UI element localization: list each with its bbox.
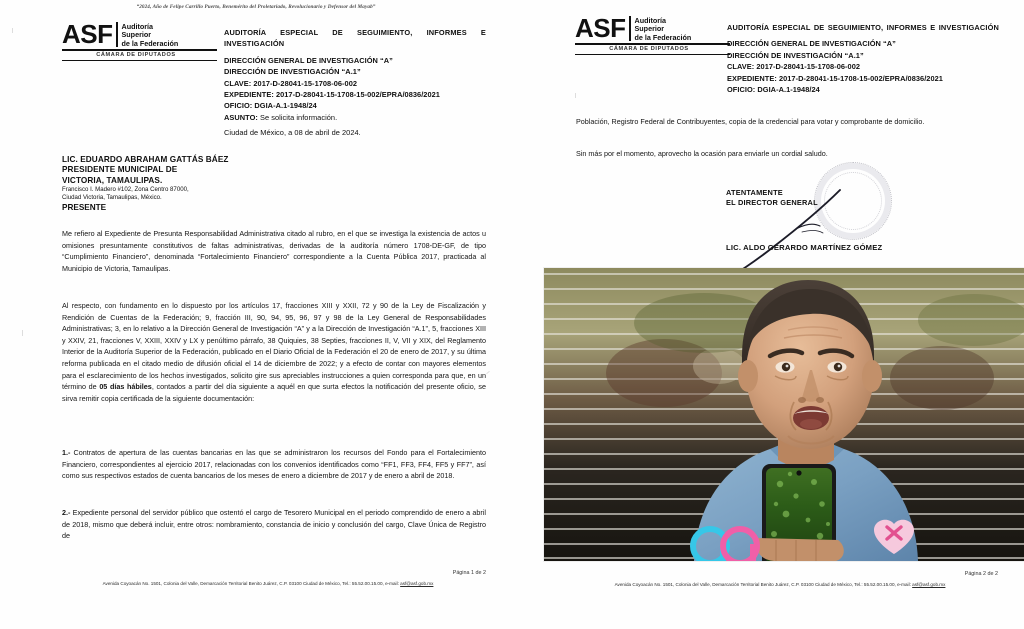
asf-logo-page2 — [575, 13, 730, 55]
page-2-continuation: Población, Registro Federal de Contribuyentes, copia de la credencial para votar y comprobante de domicilio. — [576, 117, 925, 126]
header-direction-general-page2: DIRECCIÓN GENERAL DE INVESTIGACIÓN “A” — [727, 39, 896, 49]
header-direction-page2: DIRECCIÓN DE INVESTIGACIÓN “A.1” — [727, 50, 864, 60]
asf-logo-subtitle-page2: CÁMARA DE DIPUTADOS — [609, 46, 689, 53]
press-photo-illustration — [544, 268, 1024, 561]
document-header-meta-page2 — [727, 22, 999, 95]
body-paragraph-2 — [62, 300, 486, 404]
header-oficio-value-page2: DGIA-A.1-1948/24 — [757, 85, 820, 95]
document-banner: “2024, Año de Felipe Carrillo Puerto, Benemérito del Proletariado, Revolucionario y Defensor del Mayab” — [136, 4, 376, 10]
addressee-name: LIC. EDUARDO ABRAHAM GATTÁS BÁEZ — [62, 155, 229, 164]
asf-logo-acronym-page2: ASF — [575, 13, 626, 43]
page-1-footer — [44, 581, 492, 587]
page-2-footer — [556, 582, 1004, 588]
body-paragraph-2-part-a: Al respecto, con fundamento en lo dispuesto por los artículos 17, fracciones XIII y XXII, 72 y 90 de la Ley de Fiscalización y Rendición de Cuentas de la Federación; 9, fracción III, 90, 94, 95, 96, 97 y 98 de la Ley General de Responsabilidades Administrativas; 3, en lo relativo a la Dirección General de Investigación “A” y a la Dirección de Investigación “A.1”, 5, fracciones XIII y XXIV, 21, fracciones V, XXIII, XXIV y LX y penúltimo párrafo, 38 Quiquies, 38 Septies, fracciones II, V, VII y XIX, del Reglamento Interior de la Auditoría Superior de la Federación, publicado en el Diario Oficial de la Federación el 20 de enero de 2017, y su última reforma publicada en el citado medio de difusión oficial el 14 de diciembre de 2022; y a efecto de contar con mayores elementos para el esclarecimiento de los hechos investigados, solicito gire sus apreciables instrucciones a quien corresponda para que, en un término de — [62, 301, 486, 392]
body-paragraph-1: Me refiero al Expediente de Presunta Responsabilidad Administrativa citado al rubro, en el que se investiga la existencia de actos u omisiones presuntamente constitutivos de faltas administrativas, derivadas de la auditoría número 1708-DE-GF, de tipo “Cumplimiento Financiero”, denominada “Fortalecimiento Financiero” correspondiente a la Cuenta Pública 2017, practicada al Municipio de Victoria, Tamaulipas. — [62, 229, 486, 273]
header-expediente-label-page2: EXPEDIENTE: — [727, 73, 777, 83]
asf-logo-line-3-page2: de la Federación — [634, 32, 692, 42]
header-expediente — [224, 89, 486, 100]
asf-logo — [62, 19, 217, 61]
page-1-footer-email: asf@asf.gob.mx — [400, 581, 434, 586]
press-photo — [544, 268, 1024, 561]
header-clave-label: CLAVE: — [224, 78, 252, 88]
header-oficio-label-page2: OFICIO: — [727, 85, 756, 95]
addressee-place: VICTORIA, TAMAULIPAS. — [62, 175, 163, 185]
addressee-address-line-2: Ciudad Victoria, Tamaulipas, México. — [62, 193, 162, 201]
asf-logo-rule-bottom-page2 — [575, 54, 730, 56]
addressee-role: PRESIDENTE MUNICIPAL DE — [62, 165, 178, 175]
body-item-2-text: Expediente personal del servidor público que ostentó el cargo de Tesorero Municipal en el periodo comprendido de enero a abril de 2018, mismo que deberá incluir, entre otros: nombramiento, constancia de inicio y conclusión del cargo, Clave Única de Registro de — [62, 508, 486, 541]
addressee-address-line-1: Francisco I. Madero #102, Zona Centro 87000, — [62, 186, 189, 194]
header-expediente-value-page2: 2017-D-28041-15-1708-15-002/EPRA/0836/2021 — [778, 73, 943, 83]
header-direction-general: DIRECCIÓN GENERAL DE INVESTIGACIÓN “A” — [224, 55, 393, 65]
header-asunto — [224, 112, 486, 123]
page-1-number: Página 1 de 2 — [452, 570, 486, 576]
page-2-footer-address: Avenida Coyoacán No. 1501, Colonia del Valle, Demarcación Territorial Benito Juárez, C.P. 03100 Ciudad de México, Tel.: 55.52.00.15.00, e-mail: — [614, 582, 913, 587]
asf-logo-line-1: Auditoría — [121, 22, 154, 31]
asf-logo-subtitle: CÁMARA DE DIPUTADOS — [96, 52, 176, 59]
body-item-2 — [62, 507, 486, 542]
document-header-meta — [224, 27, 486, 139]
page-2-closing-paragraph: Sin más por el momento, aprovecho la ocasión para enviarle un cordial saludo. — [576, 149, 828, 158]
body-item-1-text: Contratos de apertura de las cuentas bancarias en las que se administraron los recursos del Fondo para el Fortalecimiento Financiero, correspondientes al ejercicio 2017, relacionadas con los convenios identificados como “FF1, FF3, FF4, FF5 y FF7”, así como sus respectivos estados de cuenta bancarios de los meses de enero a diciembre de 2017 y de enero a abril de 2018. — [62, 448, 486, 481]
body-item-1-number: 1.- — [62, 448, 71, 457]
header-clave — [224, 78, 486, 89]
header-clave-label-page2: CLAVE: — [727, 62, 755, 72]
header-clave-value: 2017-D-28041-15-1708-06-002 — [253, 78, 358, 88]
official-seal — [814, 162, 892, 240]
asf-logo-line-2-page2: Superior — [634, 24, 665, 34]
header-clave-page2 — [727, 61, 999, 72]
body-paragraph-2-deadline: 05 días hábiles — [99, 382, 152, 392]
asf-logo-divider-page2 — [629, 16, 631, 41]
closing-block — [726, 188, 818, 208]
header-direction: DIRECCIÓN DE INVESTIGACIÓN “A.1” — [224, 67, 361, 77]
page-1-footer-address: Avenida Coyoacán No. 1501, Colonia del Valle, Demarcación Territorial Benito Juárez, C.P. 03100 Ciudad de México, Tel.: 55.52.00.15.00, e-mail: — [102, 581, 401, 586]
body-paragraph-2-part-b: , contados a partir del día siguiente a aquél en que surta efectos la notificación del presente oficio, se sirva remitir copia certificada de la siguiente documentación: — [62, 382, 487, 403]
header-oficio-label: OFICIO: — [224, 101, 253, 111]
signer-name: LIC. ALDO GERARDO MARTÍNEZ GÓMEZ — [726, 243, 883, 252]
header-asunto-value: Se solicita información. — [260, 112, 338, 122]
asf-logo-line-2: Superior — [121, 30, 152, 40]
addressee-block — [62, 155, 292, 214]
header-oficio — [224, 100, 486, 111]
asf-logo-line-3: de la Federación — [121, 38, 179, 48]
body-item-2-number: 2.- — [62, 508, 71, 517]
header-oficio-value: DGIA-A.1-1948/24 — [254, 101, 317, 111]
header-oficio-page2 — [727, 84, 999, 95]
header-place-date: Ciudad de México, a 08 de abril de 2024. — [224, 128, 361, 138]
closing-line-1: ATENTAMENTE — [726, 188, 783, 197]
header-clave-value-page2: 2017-D-28041-15-1708-06-002 — [756, 62, 861, 72]
header-unit-page2: AUDITORÍA ESPECIAL DE SEGUIMIENTO, INFORMES E INVESTIGACIÓN — [727, 23, 999, 32]
header-unit: AUDITORÍA ESPECIAL DE SEGUIMIENTO, INFORMES E INVESTIGACIÓN — [224, 28, 486, 49]
header-expediente-label: EXPEDIENTE: — [224, 90, 274, 100]
page-2-number: Página 2 de 2 — [964, 571, 998, 577]
asf-logo-divider — [116, 22, 118, 47]
addressee-salutation: PRESENTE — [62, 203, 107, 213]
asf-logo-acronym: ASF — [62, 19, 113, 49]
asf-logo-rule-bottom — [62, 60, 217, 62]
asf-logo-line-1-page2: Auditoría — [634, 16, 667, 25]
header-expediente-page2 — [727, 73, 999, 84]
header-expediente-value: 2017-D-28041-15-1708-15-002/EPRA/0836/2021 — [275, 90, 440, 100]
page-2-footer-email: asf@asf.gob.mx — [912, 582, 946, 587]
body-item-1 — [62, 447, 486, 482]
closing-line-2: EL DIRECTOR GENERAL — [726, 198, 818, 207]
header-asunto-label: ASUNTO: — [224, 112, 258, 122]
